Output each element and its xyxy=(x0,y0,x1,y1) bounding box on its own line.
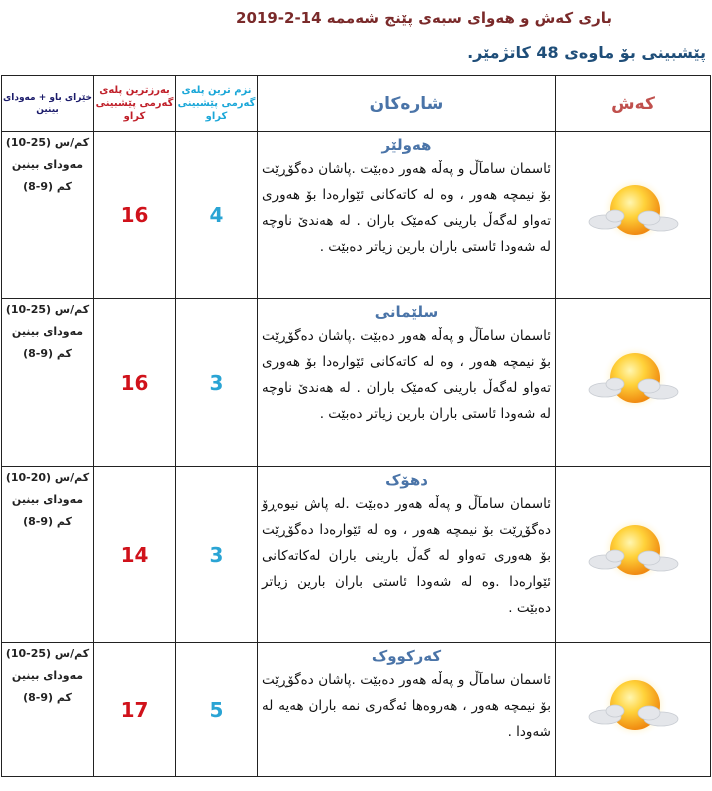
max-temp-cell: 17 xyxy=(94,643,176,777)
visibility-range: (8-9) کم xyxy=(23,180,72,193)
sun-cloud-icon xyxy=(585,401,681,420)
header-city: شارەکان xyxy=(258,76,556,132)
forecast-description: ئاسمان سامآڵ و پەڵە هەور دەبێت .پاشان دەگۆڕێت بۆ نیمچە هەور ، وە لە کاتەکانی ئێوارەدا بۆ هەوری تەواو لەگەڵ بارینی کەمێک باران . لە هەندێ ناوچە لە شەودا ئاستی باران بارین زیاتر دەبێت . xyxy=(262,161,551,255)
weather-cell xyxy=(556,299,711,467)
city-name: کەرکووک xyxy=(371,647,442,665)
visibility-label: مەودای بینین xyxy=(11,493,84,506)
visibility-label: مەودای بینین xyxy=(11,669,84,682)
weather-cell xyxy=(556,643,711,777)
forecast-description: ئاسمان سامآڵ و پەڵە هەور دەبێت .پاشان دەگۆڕێت بۆ نیمچە هەور ، هەروەها ئەگەری نمە باران هەیە لە شەودا . xyxy=(262,672,551,740)
city-name: دهۆک xyxy=(385,471,428,489)
forecast-description: ئاسمان سامآڵ و پەڵە هەور دەبێت .لە پاش نیوەڕۆ دەگۆڕێت بۆ نیمچە هەور ، وە لە ئێوارەدا دەگۆڕێت بۆ هەوری تەواو لە گەڵ بارینی باران لەکاتەکانی ئێوارەدا .وە لە شەودا ئاستی باران بارین زیاتر دەبێت . xyxy=(262,496,551,616)
forecast-description: ئاسمان سامآڵ و پەڵە هەور دەبێت .پاشان دەگۆڕێت بۆ نیمچە هەور ، وە لە کاتەکانی ئێوارەدا بۆ هەوری تەواو لەگەڵ بارینی کەمێک باران . لە هەندێ ناوچە لە شەودا ئاستی باران بارین زیاتر دەبێت . xyxy=(262,328,551,422)
header-weather: کەش xyxy=(556,76,711,132)
wind-speed: (10-20) کم/س xyxy=(5,471,90,484)
min-temp-cell: 3 xyxy=(176,467,258,643)
wind-cell xyxy=(2,643,94,777)
city-name: هەولێر xyxy=(381,136,432,154)
visibility-label: مەودای بینین xyxy=(11,158,84,171)
min-temp-cell: 3 xyxy=(176,299,258,467)
city-name: سلێمانی xyxy=(374,303,439,321)
city-cell xyxy=(258,467,556,643)
sun-cloud-icon xyxy=(585,573,681,592)
wind-cell xyxy=(2,299,94,467)
city-cell xyxy=(258,132,556,299)
page-subtitle: پێشبینی بۆ ماوەی 48 کاتژمێر. xyxy=(467,43,706,62)
header-max-temp: بەرزترین پلەی گەرمی پێشبینی کراو xyxy=(94,76,176,132)
sun-cloud-icon xyxy=(585,728,681,747)
header-wind: خێرای باو + مەودای بینین xyxy=(2,76,94,132)
weather-cell xyxy=(556,467,711,643)
city-cell xyxy=(258,643,556,777)
wind-cell xyxy=(2,467,94,643)
max-temp-cell: 16 xyxy=(94,132,176,299)
table-header-row xyxy=(2,76,711,132)
header-min-temp: نزم ترین پلەی گەرمی پێشبینی کراو xyxy=(176,76,258,132)
max-temp-cell: 16 xyxy=(94,299,176,467)
wind-speed: (10-25) کم/س xyxy=(5,647,90,660)
wind-speed: (10-25) کم/س xyxy=(5,303,90,316)
sun-cloud-icon xyxy=(585,233,681,252)
min-temp-cell: 4 xyxy=(176,132,258,299)
forecast-table xyxy=(1,75,711,777)
table-row xyxy=(2,132,711,299)
table-row xyxy=(2,299,711,467)
city-cell xyxy=(258,299,556,467)
visibility-range: (8-9) کم xyxy=(23,347,72,360)
weather-cell xyxy=(556,132,711,299)
max-temp-cell: 14 xyxy=(94,467,176,643)
wind-cell xyxy=(2,132,94,299)
table-row xyxy=(2,643,711,777)
page-title: باری کەش و هەوای سبەی پێنج شەممە 14-2-2019 xyxy=(236,9,612,27)
min-temp-cell: 5 xyxy=(176,643,258,777)
table-row xyxy=(2,467,711,643)
visibility-label: مەودای بینین xyxy=(11,325,84,338)
wind-speed: (10-25) کم/س xyxy=(5,136,90,149)
visibility-range: (8-9) کم xyxy=(23,691,72,704)
visibility-range: (8-9) کم xyxy=(23,515,72,528)
